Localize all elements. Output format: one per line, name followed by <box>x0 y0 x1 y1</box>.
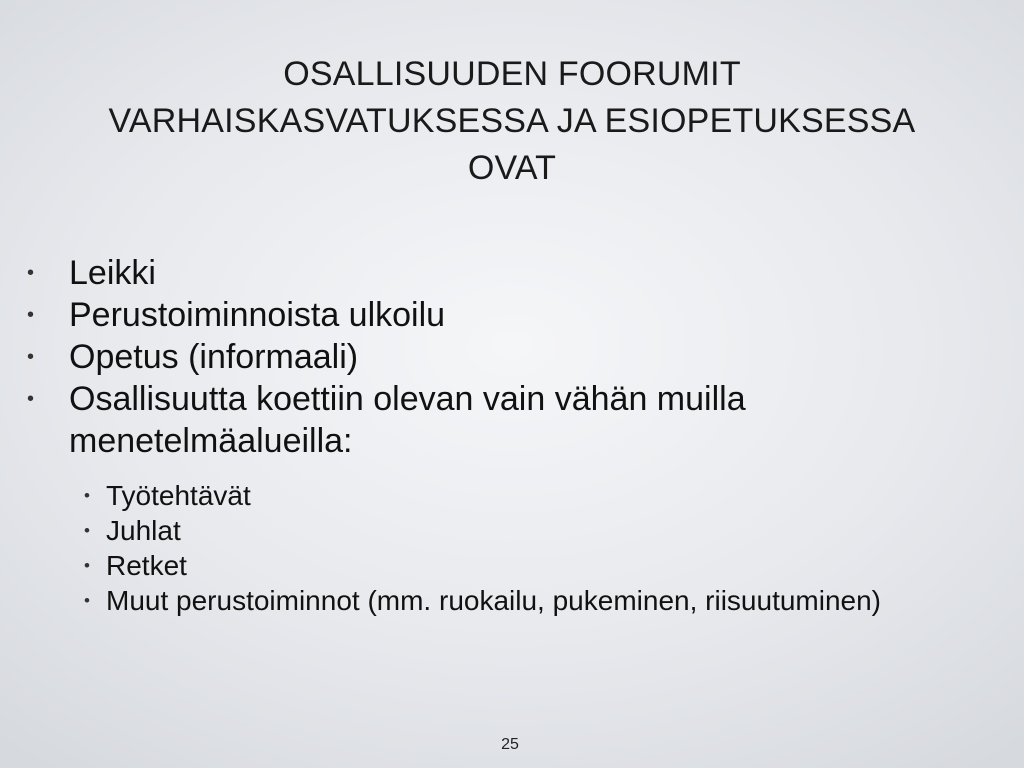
sub-bullet-dot-icon: • <box>84 521 90 540</box>
title-line-2: VARHAISKASVATUKSESSA JA ESIOPETUKSESSA <box>108 102 916 140</box>
bullet-item <box>0 252 1024 294</box>
bullet-item <box>0 378 1024 462</box>
bullet-text-line-2: menetelmäalueilla: <box>69 422 353 460</box>
sub-bullet-text-line-2: riisuutuminen) <box>705 585 882 616</box>
bullet-text: Opetus (informaali) <box>69 338 359 376</box>
sub-bullet-dot-icon: • <box>84 556 90 575</box>
bullet-list <box>0 252 1024 618</box>
bullet-dot-icon: • <box>27 346 35 368</box>
bullet-text-line-1: Osallisuutta koettiin olevan vain vähän muilla <box>69 380 746 418</box>
sub-bullet-item <box>0 513 1024 548</box>
sub-bullet-text: Retket <box>106 550 187 581</box>
bullet-item <box>0 336 1024 378</box>
bullet-dot-icon: • <box>27 304 35 326</box>
sub-bullet-text: Työtehtävät <box>106 480 251 511</box>
page-number: 25 <box>501 736 519 753</box>
sub-bullet-list <box>0 478 1024 618</box>
bullet-item <box>0 294 1024 336</box>
bullet-text: Perustoiminnoista ulkoilu <box>69 296 446 334</box>
bullet-dot-icon: • <box>27 388 35 410</box>
sub-bullet-item <box>0 548 1024 583</box>
sub-bullet-dot-icon: • <box>84 591 90 610</box>
sub-bullet-text-line-1: Muut perustoiminnot (mm. ruokailu, pukeminen, <box>106 585 698 616</box>
title-line-1: OSALLISUUDEN FOORUMIT <box>283 55 741 93</box>
title-line-3: OVAT <box>467 149 557 187</box>
slide-title <box>10 51 1014 192</box>
bullet-text: Leikki <box>69 254 156 292</box>
bullet-dot-icon: • <box>27 262 35 284</box>
sub-bullet-dot-icon: • <box>84 486 90 505</box>
sub-bullet-item <box>0 583 1024 618</box>
sub-bullet-item <box>0 478 1024 513</box>
sub-bullet-text: Juhlat <box>106 515 181 546</box>
